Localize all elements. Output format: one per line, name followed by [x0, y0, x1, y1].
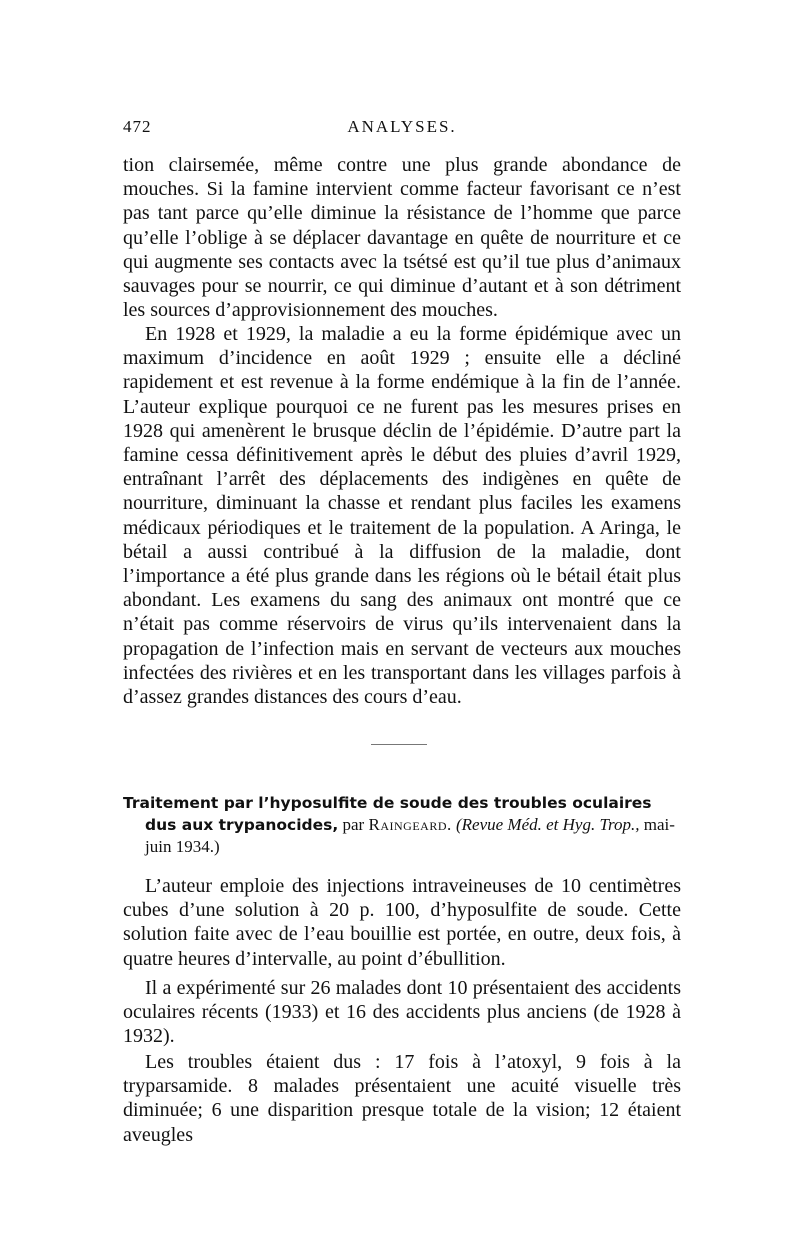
paragraph-patients [123, 976, 681, 1049]
bibliographic-entry [123, 792, 681, 858]
paragraph-epidemic [123, 322, 681, 709]
paragraph-text: Il a expérimenté sur 26 malades dont 10 présentaient des accidents oculaires récents (1933) et 16 des accidents plus anciens (de 1928 à 1932). [123, 977, 681, 1048]
paragraph-text: tion clairsemée, même contre une plus grande abondance de mouches. Si la famine intervient comme facteur favorisant ce n’est pas tant parce qu’elle diminue la résistance de l’homme que parce qu’elle l’oblige à se déplacer davantage en quête de nourriture et ce qui augmente ses contacts avec la tsétsé est qu’il tue plus d’animaux sauvages pour se nourrir, ce qui diminue d’autant et à son détriment les sources d’approvisionnement des mouches. [123, 154, 681, 322]
paragraph-continuation [123, 153, 681, 322]
entry-by: par [342, 815, 365, 834]
paragraph-text: En 1928 et 1929, la maladie a eu la forme épidémique avec un maximum d’incidence en août 1929 ; ensuite elle a décliné rapidement et est revenue à la forme endémique à la fin de l’année. L’auteur explique pourquoi ce ne furent pas les mesures prises en 1928 qui amenèrent le brusque déclin de l’épidémie. D’autre part la famine cessa définitivement après le début des pluies d’avril 1929, entraînant l’arrêt des déplacements des indigènes en quête de nourriture, diminuant la chasse et rendant plus faciles les examens médicaux périodiques et le traitement de la population. A Aringa, le bétail a aussi contribué à la diffusion de la maladie, dont l’importance a été plus grande dans les régions où le bétail était plus abondant. Les examens du sang des animaux ont montré que ce n’était pas comme réservoirs de virus qu’ils intervenaient dans la propagation de l’infection mais en servant de vecteurs aux mouches infectées des rivières et en les transportant dans les villages parfois à d’assez grandes distances des cours d’eau. [123, 323, 681, 709]
entry-title-line2: dus aux trypanocides, [145, 816, 339, 834]
section-divider [371, 744, 427, 745]
entry-journal: (Revue Méd. et Hyg. Trop., [455, 815, 640, 834]
entry-author: Raingeard. [368, 815, 452, 834]
paragraph-troubles [123, 1050, 681, 1147]
running-title: ANALYSES. [347, 117, 457, 136]
page-number: 472 [123, 117, 152, 136]
entry-date: mai-juin 1934.) [145, 815, 675, 856]
entry-title-line1: Traitement par l’hyposulfite de soude des troubles oculaires [123, 794, 652, 812]
paragraph-text: Les troubles étaient dus : 17 fois à l’atoxyl, 9 fois à la tryparsamide. 8 malades présentaient une acuité visuelle très diminuée; 6 une disparition presque totale de la vision; 12 étaient aveugles [123, 1051, 681, 1146]
paragraph-method [123, 874, 681, 971]
paragraph-text: L’auteur emploie des injections intraveineuses de 10 centimètres cubes d’une solution à 20 p. 100, d’hyposulfite de soude. Cette solution faite avec de l’eau bouillie est portée, en outre, deux fois, à quatre heures d’intervalle, au point d’ébullition. [123, 875, 681, 970]
running-header [123, 117, 681, 139]
